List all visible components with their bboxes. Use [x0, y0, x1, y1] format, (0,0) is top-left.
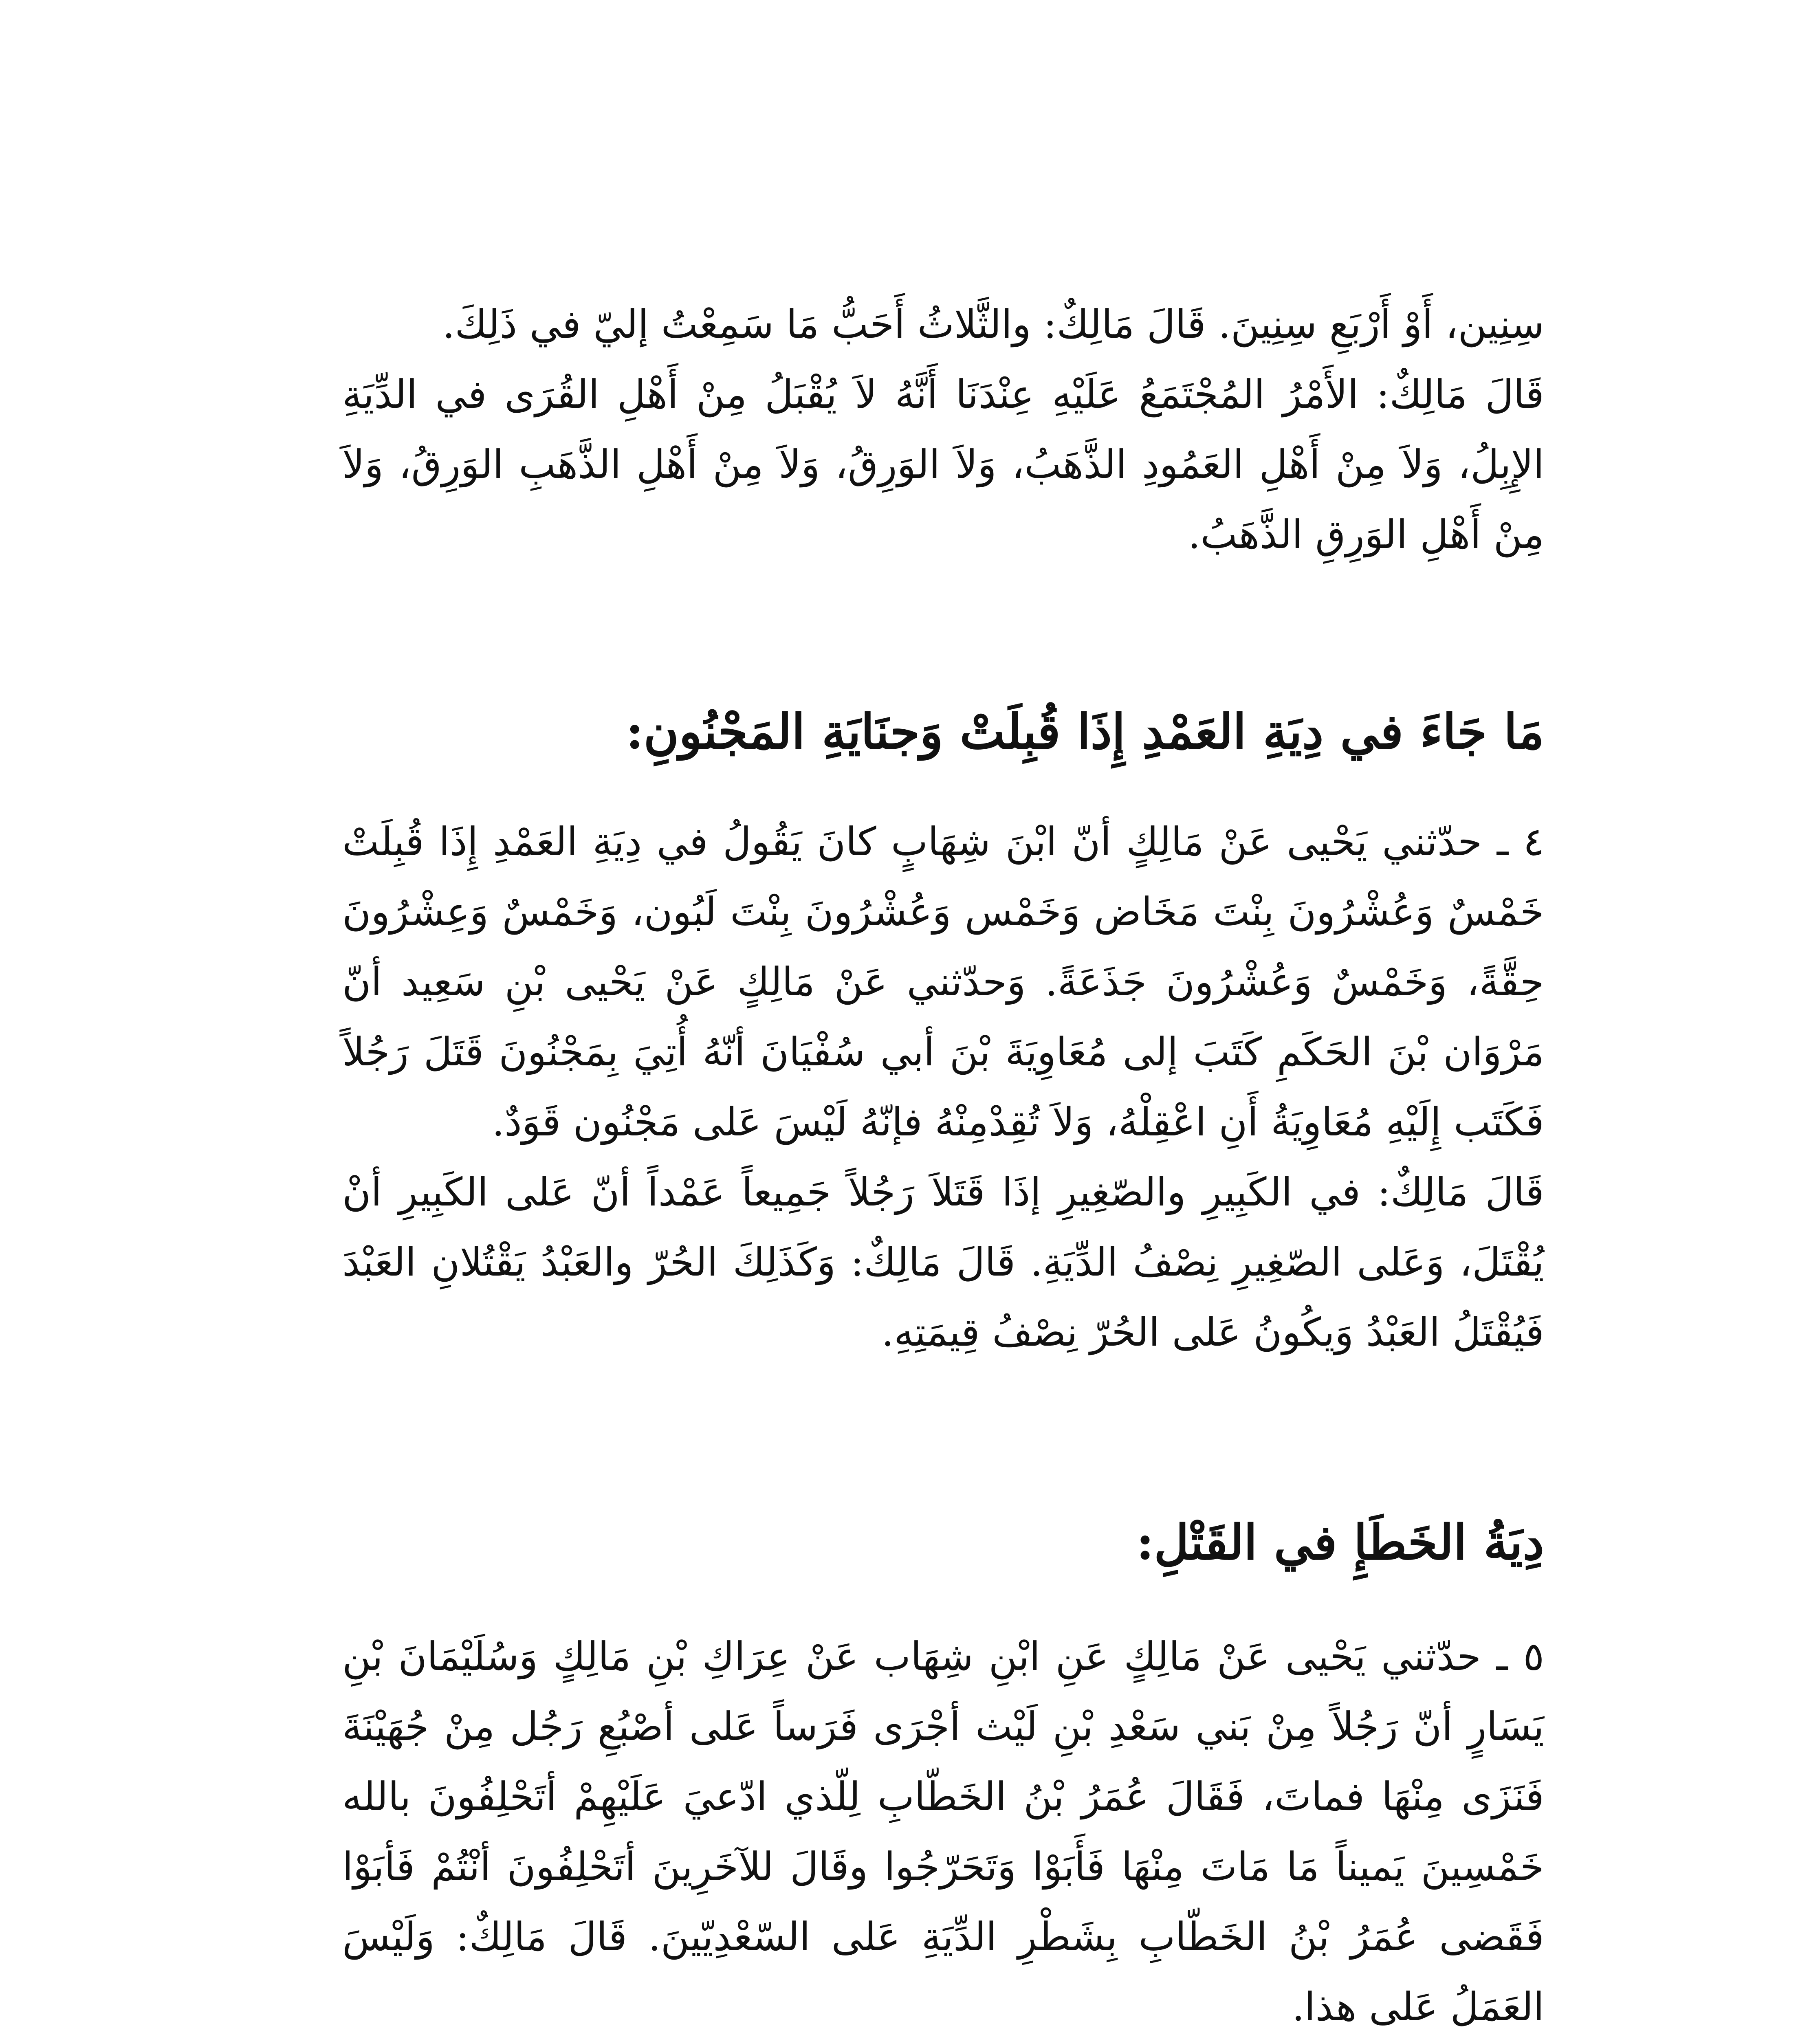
paragraph-continuation: سِنِين، أَوْ أَرْبَعِ سِنِينَ. قَالَ مَالِكٌ: والثَّلاثُ أَحَبُّ مَا سَمِعْتُ إليّ في ذَلِكَ. — [442, 301, 1544, 347]
paragraph-malik-ruling: قَالَ مَالِكٌ: الأَمْرُ المُجْتَمَعُ عَلَيْهِ عِنْدَنَا أَنَّهُ لاَ يُقْبَلُ مِنْ أَهْلِ القُرَى في الدِّيَةِ الإِبِلُ، وَلاَ مِنْ أَهْلِ العَمُودِ الذَّهَبُ، وَلاَ الوَرِقُ، وَلاَ مِنْ أَهْلِ الذَّهَبِ الوَرِقُ، وَلاَ مِنْ أَهْلِ الوَرِقِ الذَّهَبُ. — [342, 372, 1545, 557]
hadith-4: ٤ ـ حدّثني يَحْيى عَنْ مَالِكٍ أنّ ابْنَ شِهَابٍ كانَ يَقُولُ في دِيَةِ العَمْدِ إِذَا قُبِلَتْ خَمْسٌ وَعُشْرُونَ بِنْتَ مَخَاض وَخَمْس وَعُشْرُونَ بِنْتَ لَبُون، وَخَمْسٌ وَعِشْرُونَ حِقَّةً، وَخَمْسٌ وَعُشْرُونَ جَذَعَةً. وَحدّثني عَنْ مَالِكٍ عَنْ يَحْيى بْنِ سَعِيد أنّ مَرْوَان بْنَ الحَكَمِ كَتَبَ إلى مُعَاوِيَةَ بْنَ أبي سُفْيَانَ أنّهُ أُتِيَ بِمَجْنُونَ قَتَلَ رَجُلاً فَكَتَب إِلَيْهِ مُعَاوِيَةُ أَنِ اعْقِلْهُ، وَلاَ تُقِدْمِنْهُ فإنّهُ لَيْسَ عَلى مَجْنُون قَوَدٌ. — [342, 819, 1545, 1145]
opening-text-block — [342, 289, 1544, 570]
hadith-5: ٥ ـ حدّثني يَحْيى عَنْ مَالِكٍ عَنِ ابْنِ شِهَاب عَنْ عِرَاكِ بْنِ مَالِكٍ وَسُلَيْمَانَ بْنِ يَسَارٍ أنّ رَجُلاً مِنْ بَني سَعْدِ بْنِ لَيْث أجْرَى فَرَساً عَلى أصْبُعِ رَجُل مِنْ جُهَيْنَةَ فَنَزَى مِنْهَا فماتَ، فَقَالَ عُمَرُ بْنُ الخَطّابِ لِلّذي ادّعيَ عَلَيْهِمْ أتَحْلِفُونَ بالله خَمْسِينَ يَميناً مَا مَاتَ مِنْهَا فَأَبَوْا وَتَحَرّجُوا وقَالَ للآخَرِينَ أتَحْلِفُونَ أنْتُمْ فَأبَوْا فَقَضى عُمَرُ بْنُ الخَطّابِ بِشَطْرِ الدِّيَةِ عَلى السّعْدِيّينَ. قَالَ مَالِكٌ: وَلَيْسَ العَمَلُ عَلى هذا. — [342, 1634, 1544, 2030]
section-heading-accidental-killing: دِيَةُ الخَطَإِ في القَتْلِ: — [1136, 1514, 1544, 1571]
section-1-text-block — [342, 807, 1544, 1367]
paragraph-malik-commentary: قَالَ مَالِكٌ: في الكَبِيرِ والصّغِيرِ إذَا قَتَلاَ رَجُلاً جَمِيعاً عَمْداً أنّ عَلى الكَبِيرِ أنْ يُقْتَلَ، وَعَلى الصّغِيرِ نِصْفُ الدِّيَةِ. قَالَ مَالِكٌ: وَكَذَلِكَ الحُرّ والعَبْدُ يَقْتُلانِ العَبْدَ فَيُقْتَلُ العَبْدُ وَيكُونُ عَلى الحُرّ نِصْفُ قِيمَتِهِ. — [342, 1169, 1544, 1355]
section-heading-intentional-blood-money: مَا جَاءَ في دِيَةِ العَمْدِ إِذَا قُبِلَتْ وَجنَايَةِ المَجْنُونِ: — [626, 703, 1544, 760]
section-2-continuation-block — [342, 2029, 1544, 2037]
hadith-6 — [342, 2029, 1544, 2037]
section-2-text-block — [342, 1621, 1544, 2037]
